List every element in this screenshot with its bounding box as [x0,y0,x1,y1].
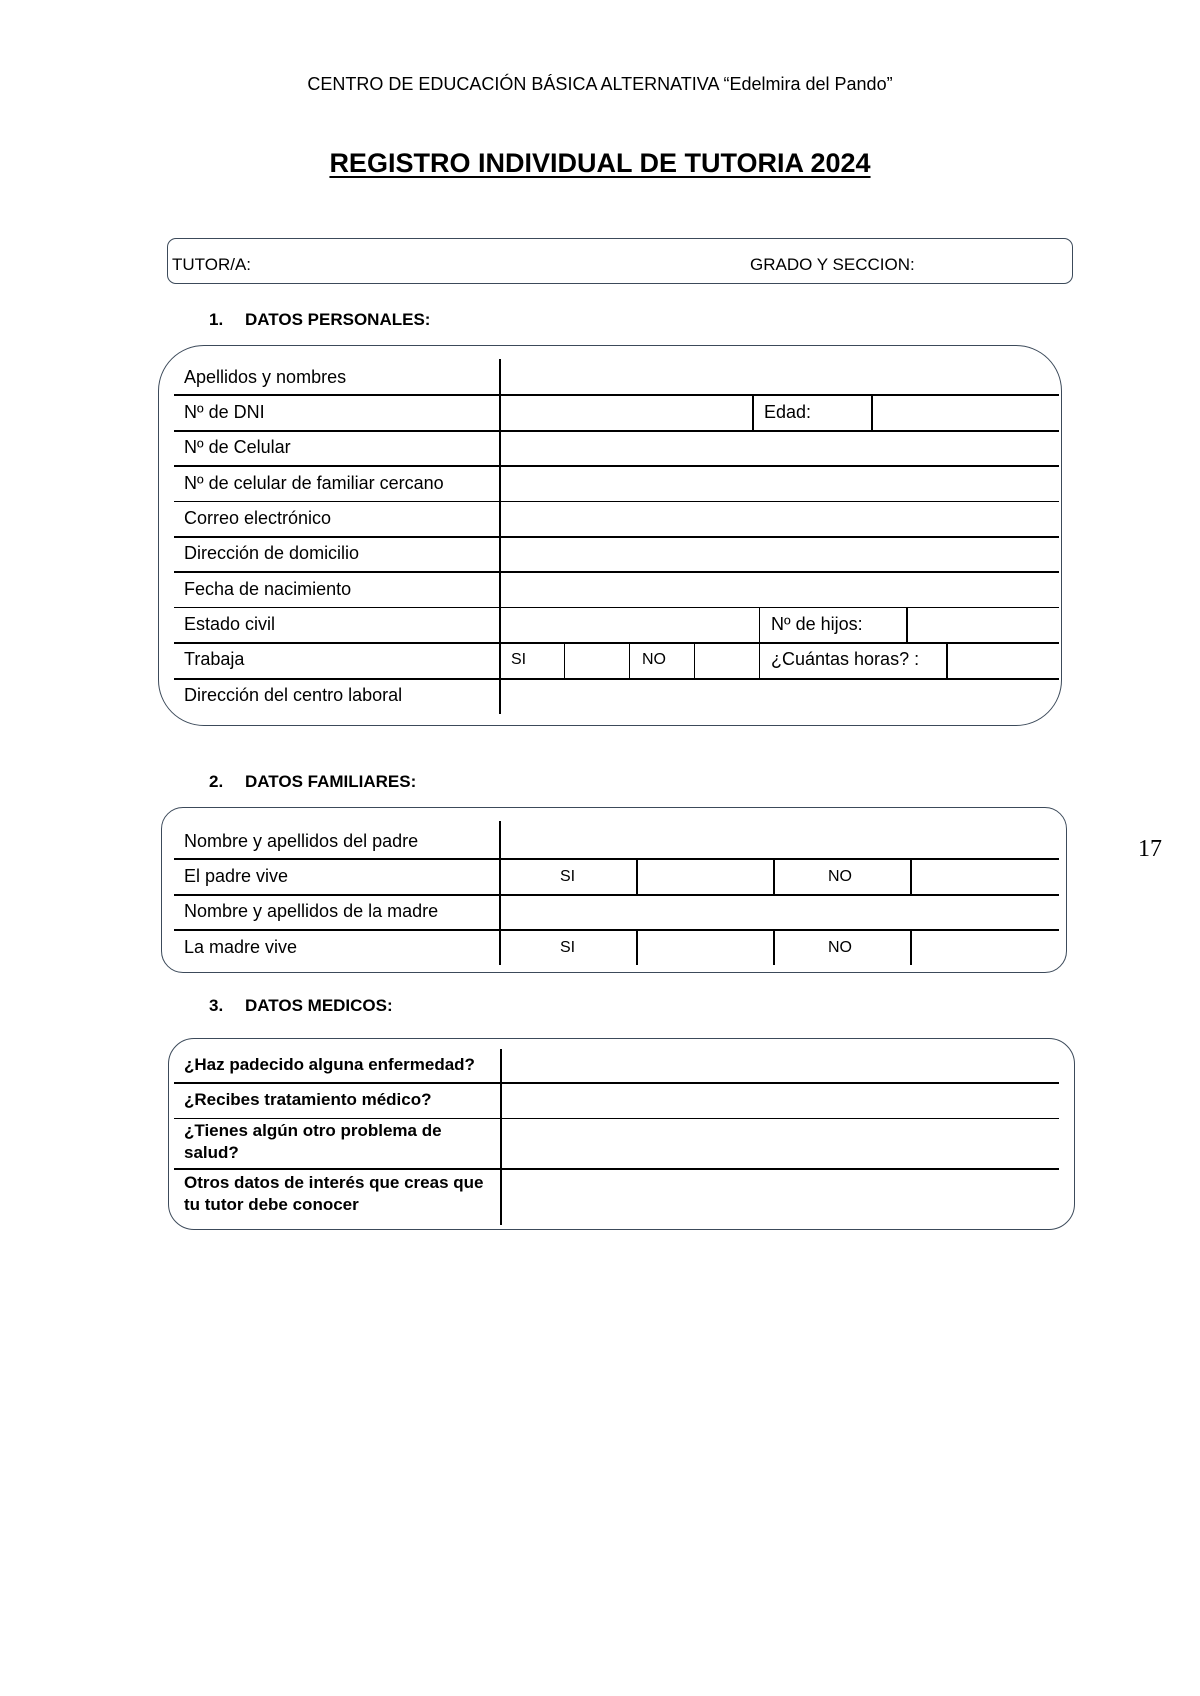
celular-label: Nº de Celular [184,437,291,457]
section-2-title: DATOS FAMILIARES: [245,772,417,791]
row-divider [174,858,1059,860]
row-divider [174,571,1059,573]
trabaja-label: Trabaja [184,649,245,669]
cell-divider [636,858,638,894]
hijos-label: Nº de hijos: [771,614,863,634]
section-3-number: 3. [209,996,224,1015]
label-column-divider [499,821,501,965]
row-divider [174,501,1059,502]
enfermedad-label: ¿Haz padecido alguna enfermedad? [184,1055,475,1074]
tutor-box [167,238,1073,284]
institution-header: CENTRO DE EDUCACIÓN BÁSICA ALTERNATIVA “Edelmira del Pando” [307,74,893,94]
row-divider [174,607,1059,608]
horas-label: ¿Cuántas horas? : [771,649,920,669]
row-divider [174,1168,1059,1170]
row-divider [174,678,1059,680]
section-1-title: DATOS PERSONALES: [245,310,431,329]
otro-problema-label: ¿Tienes algún otro problema de salud? [184,1121,442,1162]
edad-label: Edad: [764,402,812,422]
cell-divider [752,394,754,430]
cell-divider [629,642,630,678]
row-divider [174,1118,1059,1119]
cell-divider [564,642,565,678]
grado-seccion-label: GRADO Y SECCION: [750,255,915,274]
cell-divider [910,858,912,894]
section-1-number: 1. [209,310,224,329]
tutor-label: TUTOR/A: [172,255,252,274]
section-3-title: DATOS MEDICOS: [245,996,393,1015]
page-title-text: REGISTRO INDIVIDUAL DE TUTORIA 2024 [329,148,871,178]
trabaja-si-label: SI [511,651,527,668]
direccion-label: Dirección de domicilio [184,543,360,563]
datos-familiares-table [161,807,1067,973]
cell-divider [946,642,948,678]
row-divider [174,642,1059,644]
madre-nombre-label: Nombre y apellidos de la madre [184,901,439,921]
apellidos-label: Apellidos y nombres [184,367,347,387]
page-title [0,148,1200,179]
correo-label: Correo electrónico [184,508,332,528]
celular-familiar-label: Nº de celular de familiar cercano [184,473,444,493]
padre-si-label: SI [560,868,576,885]
section-1-heading [209,310,430,330]
padre-nombre-label: Nombre y apellidos del padre [184,831,419,851]
datos-medicos-table [168,1038,1075,1230]
row-divider [174,394,1059,396]
cell-divider [636,929,638,965]
row-divider [174,929,1059,931]
cell-divider [910,929,912,965]
row-divider [174,465,1059,467]
madre-vive-label: La madre vive [184,937,298,957]
direccion-laboral-label: Dirección del centro laboral [184,685,403,705]
cell-divider [773,929,775,965]
section-2-number: 2. [209,772,224,791]
page-number: 17 [1138,836,1162,862]
padre-vive-label: El padre vive [184,866,289,886]
estado-civil-label: Estado civil [184,614,276,634]
madre-si-label: SI [560,939,576,956]
section-3-heading [209,996,393,1016]
cell-divider [906,607,908,642]
dni-label: Nº de DNI [184,402,265,422]
cell-divider [694,642,695,678]
cell-divider [759,642,760,678]
padre-no-label: NO [828,868,852,885]
row-divider [174,894,1059,896]
label-column-divider [500,1049,502,1225]
trabaja-no-label: NO [642,651,666,668]
section-2-heading [209,772,416,792]
cell-divider [871,394,873,430]
otros-datos-label: Otros datos de interés que creas que tu tutor debe conocer [184,1173,484,1214]
row-divider [174,1082,1059,1084]
cell-divider [759,607,760,642]
datos-personales-table [158,345,1062,726]
row-divider [174,430,1059,432]
madre-no-label: NO [828,939,852,956]
row-divider [174,536,1059,538]
cell-divider [773,858,775,894]
tratamiento-label: ¿Recibes tratamiento médico? [184,1090,432,1109]
fecha-nacimiento-label: Fecha de nacimiento [184,579,352,599]
